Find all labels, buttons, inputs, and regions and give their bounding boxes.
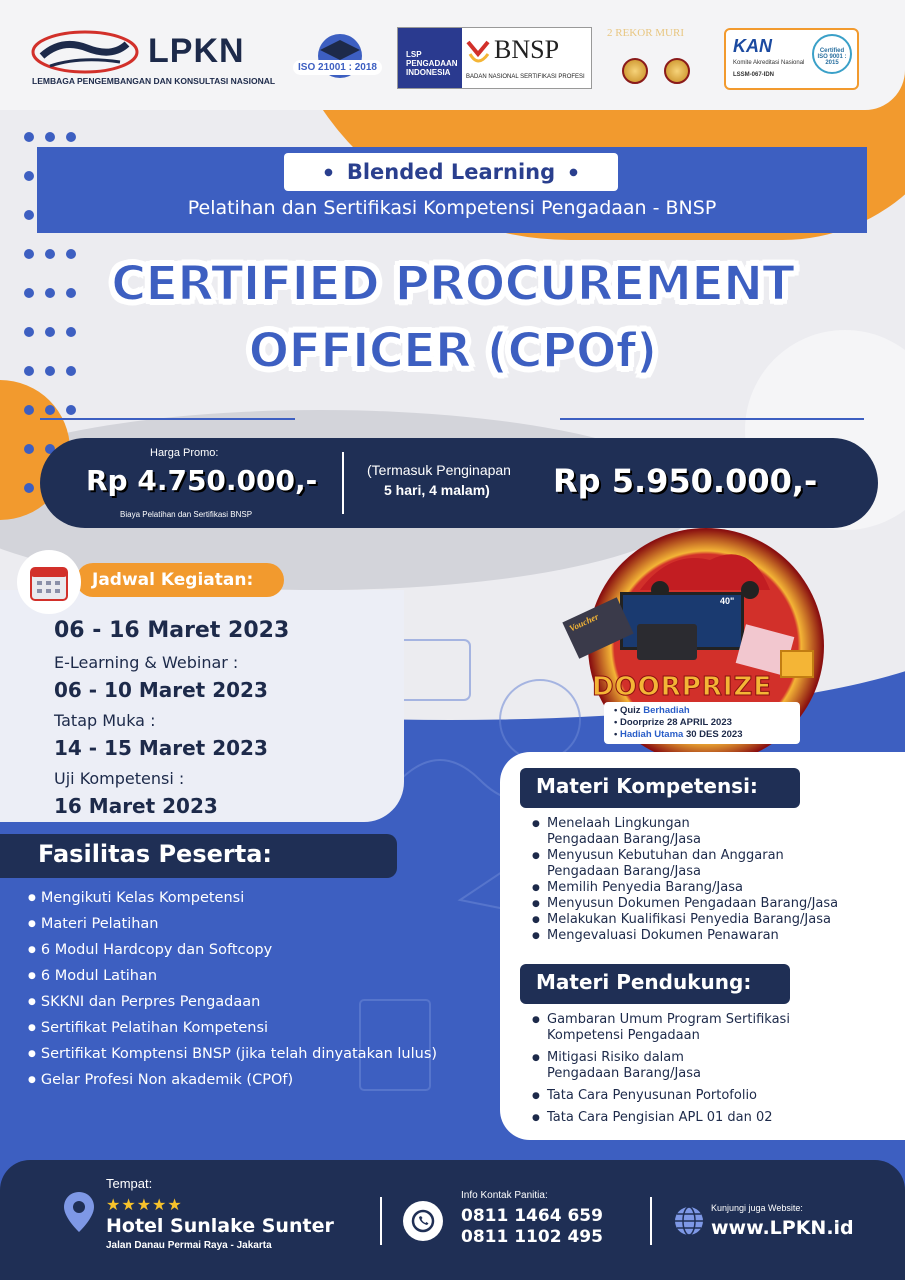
list-item: ● Menyusun Kebutuhan dan Anggaran Pengadaan Barang/Jasa: [532, 848, 802, 880]
facilities-list: [28, 890, 437, 1098]
bnsp-name: BNSP: [494, 35, 560, 64]
schedule-item-date: 14 - 15 Maret 2023: [54, 736, 268, 760]
facilities-heading: Fasilitas Peserta:: [0, 834, 397, 878]
materi-kompetensi-heading: Materi Kompetensi:: [520, 768, 800, 808]
rekor-muri-label: 2 REKOR MURI: [607, 27, 685, 39]
list-item: ● 6 Modul Latihan: [28, 968, 437, 994]
tv-size-label: 40": [720, 596, 735, 606]
bnsp-emblem-icon: [466, 38, 492, 68]
schedule-item-label: Uji Kompetensi :: [54, 769, 185, 788]
lpkn-name: LPKN: [148, 32, 245, 70]
list-item: ● Mengikuti Kelas Kompetensi: [28, 890, 437, 916]
lodging-note-line1: (Termasuk Penginapan: [367, 462, 511, 478]
bnsp-subtitle: BADAN NASIONAL SERTIFIKASI PROFESI: [466, 74, 585, 80]
voucher-icon: Voucher: [562, 597, 633, 659]
venue-name: Hotel Sunlake Sunter: [106, 1215, 334, 1237]
page-title-line2: OFFICER (CPOf): [248, 323, 657, 379]
globe-icon: [673, 1205, 705, 1237]
schedule-main-date: 06 - 16 Maret 2023: [54, 618, 290, 643]
list-item: ● Memilih Penyedia Barang/Jasa: [532, 880, 892, 896]
venue-address: Jalan Danau Permai Raya - Jakarta: [106, 1240, 272, 1251]
schedule-item-label: Tatap Muka :: [54, 711, 156, 730]
motorbike-icon: [630, 540, 780, 600]
website-link[interactable]: www.LPKN.id: [711, 1217, 854, 1239]
iso-badge: ISO 21001 : 2018: [293, 60, 382, 75]
list-item: ● Tata Cara Penyusunan Portofolio: [532, 1088, 892, 1104]
list-item: ● Tata Cara Pengisian APL 01 dan 02: [532, 1110, 892, 1126]
phone-number[interactable]: 0811 1464 659: [461, 1206, 603, 1226]
list-item: ● Melakukan Kualifikasi Penyedia Barang/Jasa: [532, 912, 892, 928]
list-item: ● Menelaah Lingkungan Pengadaan Barang/Jasa: [532, 816, 732, 848]
schedule-item-date: 06 - 10 Maret 2023: [54, 678, 268, 702]
schedule-item-date: 16 Maret 2023: [54, 794, 218, 818]
printer-icon: [637, 624, 697, 660]
divider: [560, 418, 864, 420]
doorprize-title: DOORPRIZE: [592, 672, 773, 702]
venue-label: Tempat:: [106, 1176, 153, 1191]
doorprize-item: • Quiz Berhadiah: [614, 705, 690, 716]
divider: [40, 418, 295, 420]
materi-pendukung-list: [532, 1012, 892, 1132]
schedule-heading: Jadwal Kegiatan:: [76, 563, 284, 597]
list-item: ● Materi Pelatihan: [28, 916, 437, 942]
program-subtitle: Pelatihan dan Sertifikasi Kompetensi Pengadaan - BNSP: [187, 197, 717, 219]
lsp-logo: LSP PENGADAAN INDONESIA: [398, 28, 462, 88]
list-item: ● Sertifikat Komptensi BNSP (jika telah dinyatakan lulus): [28, 1046, 437, 1072]
blended-learning-label: Blended Learning: [346, 160, 556, 184]
promo-price-label: Harga Promo:: [150, 447, 219, 459]
kan-subtitle: Komite Akreditasi Nasional: [733, 60, 805, 66]
gift-icon: [780, 650, 814, 678]
divider: [380, 1197, 382, 1245]
list-item: ● Mitigasi Risiko dalam Pengadaan Barang/Jasa: [532, 1050, 732, 1082]
doorprize-item: • Hadiah Utama 30 DES 2023: [614, 729, 743, 740]
star-rating: ★★★★★: [106, 1195, 183, 1214]
lodging-note-line2: 5 hari, 4 malam): [384, 482, 490, 498]
list-item: ● Sertifikat Pelatihan Kompetensi: [28, 1020, 437, 1046]
page-title-line1: CERTIFIED PROCUREMENT: [111, 256, 794, 312]
doorprize-item: • Doorprize 28 APRIL 2023: [614, 717, 732, 728]
promo-price-note: Biaya Pelatihan dan Sertifikasi BNSP: [120, 510, 253, 519]
list-item: ● Gambaran Umum Program Sertifikasi Kompetensi Pengadaan: [532, 1012, 792, 1044]
promo-price: Rp 4.750.000,-: [86, 464, 318, 497]
location-pin-icon: [62, 1190, 96, 1234]
website-label: Kunjungi juga Website:: [711, 1203, 803, 1213]
lpkn-subtitle: LEMBAGA PENGEMBANGAN DAN KONSULTASI NASIONAL: [32, 76, 276, 86]
doorprize-info: [604, 702, 800, 744]
kan-code: LSSM-067-IDN: [733, 72, 775, 78]
phone-number[interactable]: 0811 1102 495: [461, 1227, 603, 1247]
list-item: ● Mengevaluasi Dokumen Penawaran: [532, 928, 892, 944]
kan-name: KAN: [733, 36, 772, 56]
medal-icon: [622, 58, 648, 84]
bullet-icon: ●: [569, 166, 578, 178]
list-item: ● Menyusun Dokumen Pengadaan Barang/Jasa: [532, 896, 892, 912]
list-item: ● 6 Modul Hardcopy dan Softcopy: [28, 942, 437, 968]
full-price: Rp 5.950.000,-: [553, 462, 818, 500]
divider: [650, 1197, 652, 1245]
contact-label: Info Kontak Panitia:: [461, 1190, 548, 1201]
list-item: ● SKKNI dan Perpres Pengadaan: [28, 994, 437, 1020]
ecs-certified-badge: Certified ISO 9001 : 2015: [812, 34, 852, 74]
calendar-icon: [17, 550, 81, 614]
materi-pendukung-heading: Materi Pendukung:: [520, 964, 790, 1004]
list-item: ● Gelar Profesi Non akademik (CPOf): [28, 1072, 437, 1098]
medal-icon: [664, 58, 690, 84]
blended-learning-badge: [284, 153, 618, 191]
schedule-item-label: E-Learning & Webinar :: [54, 653, 239, 672]
bullet-icon: ●: [324, 166, 333, 178]
divider: [342, 452, 344, 514]
materi-kompetensi-list: [532, 816, 892, 944]
whatsapp-icon: [403, 1201, 443, 1241]
